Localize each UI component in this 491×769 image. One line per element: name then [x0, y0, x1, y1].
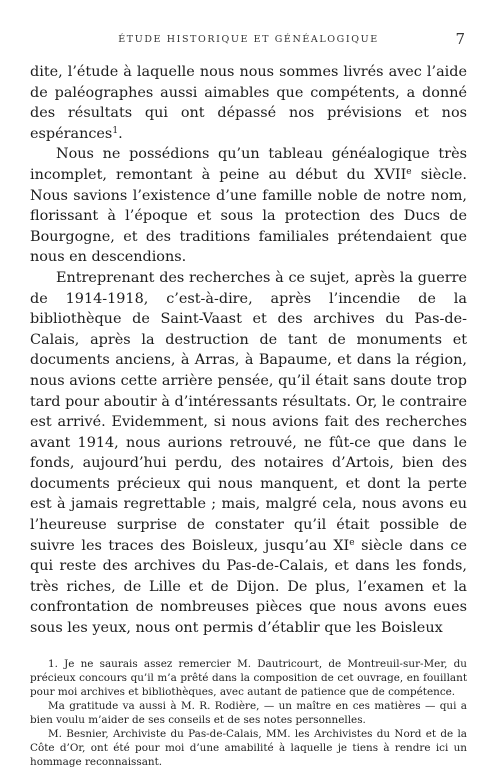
main-text: [30, 62, 467, 639]
paragraph-research: [30, 268, 467, 639]
running-title: ÉTUDE HISTORIQUE ET GÉNÉALOGIQUE: [118, 34, 379, 45]
footnotes: [30, 657, 467, 769]
footnote-1: 1. Je ne saurais assez remercier M. Dautricourt, de Montreuil-sur-Mer, du précieux concours qu’il m’a prêté dans la composition de cet ouvrage, en fouillant pour moi archives et bibliothèques, avec autant de patience que de compétence.: [30, 657, 467, 698]
paragraph-3-text-a: Entreprenant des recherches à ce sujet, après la guerre de 1914-1918, c’est-à-dire, après l’incendie de la bibliothèque de Saint-Vaast et des archives du Pas-de-Calais, après la destruction de tant de monuments et documents anciens, à Arras, à Bapaume, et dans la région, nous avions cette arrière pensée, qu’il était sans doute trop tard pour aboutir à d’intéressants résultats. Or, le contraire est arrivé. Evidemment, si nous avions fait des recherches avant 1914, nous aurions retrouvé, ne fût-ce que dans le fonds, aujourd’hui perdu, des notaires d’Artois, bien des documents précieux qui nous manquent, et dont la perte est à jamais regrettable ; mais, malgré cela, nous avons eu l’heureuse surprise de constater qu’il était possible de suivre les traces des Boisleux, jusqu’au XI: [30, 269, 467, 554]
paragraph-continuation: [30, 62, 467, 144]
paragraph-2-text-a: Nous ne possédions qu’un tableau généalogique très incomplet, remontant à peine au début du XVII: [30, 146, 467, 183]
paragraph-3-text-b: siècle dans ce qui reste des archives du Pas-de-Calais, et dans les fonds, très riches, de Lille et de Dijon. De plus, l’examen et la confrontation de nombreuses pièces que nous avons eues sous les yeux, nous ont permis d’établir que les Boisleux: [30, 537, 467, 637]
century-superscript: e: [349, 537, 355, 548]
paragraph-1-text: dite, l’étude à laquelle nous nous sommes livrés avec l’aide de paléographes aussi aimables que compétents, a donné des résultats qui ont dépassé nos prévisions et nos espérances: [30, 64, 467, 142]
paragraph-genealogy: [30, 144, 467, 268]
footnote-archivists: M. Besnier, Archiviste du Pas-de-Calais, MM. les Archivistes du Nord et de la Côte d’Or, ont été pour moi d’une amabilité à laquelle je tiens à rendre ici un hommage reconnaissant.: [30, 727, 467, 768]
footnote-gratitude: Ma gratitude va aussi à M. R. Rodière, — un maître en ces matières — qui a bien voulu m’aider de ses conseils et de ses notes personnelles.: [30, 699, 467, 726]
footnote-reference: 1: [112, 125, 119, 136]
book-page: [30, 30, 467, 769]
paragraph-1-end: .: [118, 125, 123, 142]
century-superscript: e: [406, 166, 412, 177]
page-number: 7: [455, 30, 465, 48]
paragraph-2-text-b: siècle. Nous savions l’existence d’une famille noble de notre nom, florissant à l’époque et sous la protection des Ducs de Bourgogne, et des traditions familiales prétendaient que nous en descendions.: [30, 166, 467, 266]
running-header: [30, 30, 467, 52]
